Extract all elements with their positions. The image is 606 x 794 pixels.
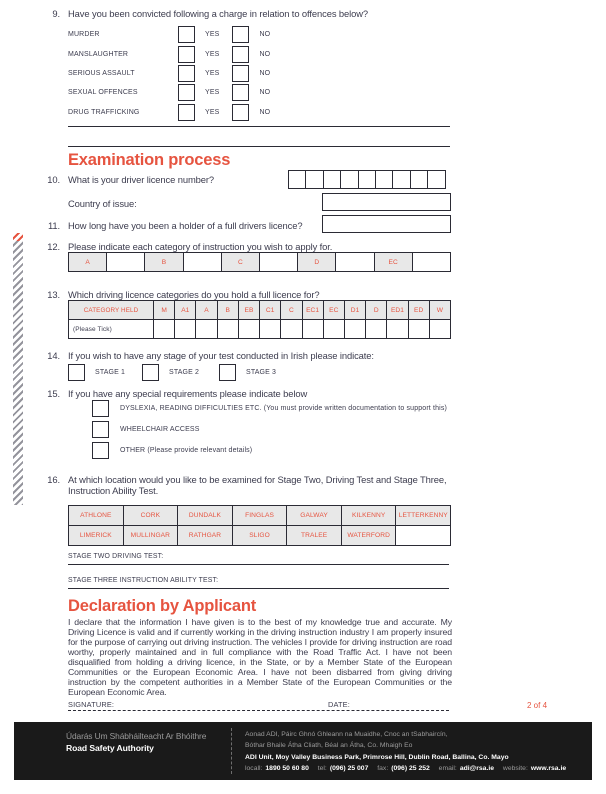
offence-label: SERIOUS ASSAULT [68, 69, 135, 77]
category-tick-cell-d[interactable] [335, 253, 373, 271]
declaration-text: I declare that the information I have given is to the best of my knowledge true and accurate. My Driving Licence is valid and if currently working in the driving instruction industry I am properly insured for the purpose of carrying out driving instruction. The vehicles I provide for driving instruction are road worthy, properly maintained and in full compliance with the Road Traffic Act. I have not been disqualified from holding a driving licence, in the State, or by a Member State of the European Communities or the European Economic Area. I have not been disbarred from giving driving instruction by the competent authorities in a Member State of the European Communities or the European Economic Area. [68, 617, 452, 697]
question-14 [47, 350, 488, 361]
question-text: Which driving licence categories do you hold a full licence for? [68, 289, 320, 300]
no-checkbox[interactable] [232, 26, 249, 43]
yes-label: YES [205, 108, 220, 116]
question-text-line2: Instruction Ability Test. [68, 485, 159, 496]
offence-rows [68, 25, 368, 122]
dyslexia-label: DYSLEXIA, READING DIFFICULTIES ETC. (You must provide written documentation to support this) [120, 405, 447, 412]
section-divider [68, 126, 450, 127]
licence-digit-cell[interactable] [392, 171, 409, 188]
category-label-ec: EC [374, 253, 412, 271]
website-label: website: [502, 765, 528, 773]
location-cork[interactable]: CORK [123, 506, 178, 525]
offence-label: MURDER [68, 31, 100, 39]
tick-cell-c[interactable] [280, 320, 301, 338]
no-label: NO [259, 50, 271, 58]
tel-label: tel: [317, 765, 327, 773]
licence-digit-cell[interactable] [289, 171, 305, 188]
no-label: NO [259, 89, 271, 97]
location-letterkenny[interactable]: LETTERKENNY [395, 506, 450, 525]
signature-date-line[interactable] [68, 710, 449, 711]
no-checkbox[interactable] [232, 65, 249, 82]
offence-row-manslaughter [68, 44, 368, 63]
tick-cell-d[interactable] [365, 320, 386, 338]
question-text: If you wish to have any stage of your test conducted in Irish please indicate: [68, 350, 374, 361]
cat-m: M [153, 301, 174, 319]
stage-three-test-line[interactable] [68, 588, 449, 589]
question-number: 16. [47, 474, 60, 485]
question-number: 13. [47, 289, 60, 300]
category-held-label: CATEGORY HELD [69, 301, 153, 319]
licence-digit-cell[interactable] [358, 171, 375, 188]
stage1-label: STAGE 1 [95, 369, 126, 376]
question-number: 11. [47, 220, 60, 231]
question-text: Have you been convicted following a charge in relation to offences below? [68, 8, 369, 19]
instruction-category-row [69, 253, 450, 271]
dyslexia-checkbox[interactable] [92, 400, 109, 417]
category-tick-cell-c[interactable] [259, 253, 297, 271]
location-kilkenny[interactable]: KILKENNY [341, 506, 396, 525]
location-limerick[interactable]: LIMERICK [69, 526, 123, 545]
question-number: 14. [47, 350, 60, 361]
question-9 [52, 8, 488, 19]
licence-digit-cell[interactable] [305, 171, 322, 188]
cat-w: W [429, 301, 450, 319]
offence-row-sexual-offences [68, 83, 368, 102]
locall-label: locall: [245, 765, 263, 773]
location-galway[interactable]: GALWAY [286, 506, 341, 525]
offence-row-serious-assault [68, 64, 368, 83]
licence-duration-field[interactable] [322, 215, 451, 233]
licence-digit-cell[interactable] [323, 171, 340, 188]
yes-label: YES [205, 89, 220, 97]
question-text-line1: At which location would you like to be examined for Stage Two, Driving Test and Stage Three, [68, 474, 447, 485]
licence-digit-cell[interactable] [410, 171, 427, 188]
question-number: 10. [47, 174, 60, 185]
footer-address-block [245, 729, 573, 775]
contact-line [245, 763, 573, 774]
question-text: If you have any special requirements please indicate below [68, 388, 308, 399]
location-row-1 [69, 506, 450, 525]
email-label: email: [438, 765, 457, 773]
signature-label: SIGNATURE: [68, 700, 115, 709]
hatch-accent-cap [13, 233, 23, 241]
address-irish-line1: Aonad ADI, Páirc Ghnó Ghleann na Muaidhe, Cnoc an tSabhaircín, [245, 731, 448, 738]
cat-d: D [365, 301, 386, 319]
question-text: Please indicate each category of instruction you wish to apply for. [68, 241, 333, 252]
tick-cell-ec[interactable] [323, 320, 344, 338]
offence-row-drug-trafficking [68, 103, 368, 122]
cat-ec1: EC1 [302, 301, 323, 319]
email-value: adi@rsa.ie [459, 765, 495, 773]
question-12 [47, 241, 468, 252]
offence-label: SEXUAL OFFENCES [68, 89, 138, 97]
tick-cell-w[interactable] [429, 320, 450, 338]
stage-two-test-label: STAGE TWO DRIVING TEST: [68, 553, 164, 560]
tick-cell-a[interactable] [195, 320, 216, 338]
yes-label: YES [205, 69, 220, 77]
offence-label: MANSLAUGHTER [68, 50, 129, 58]
stage-three-test-label: STAGE THREE INSTRUCTION ABILITY TEST: [68, 577, 219, 584]
tick-cell-ec1[interactable] [302, 320, 323, 338]
instruction-category-table [68, 252, 451, 272]
no-label: NO [259, 69, 271, 77]
question-15 [47, 388, 488, 399]
wheelchair-label: WHEELCHAIR ACCESS [120, 426, 200, 433]
stage3-checkbox[interactable] [219, 364, 236, 381]
cat-c1: C1 [259, 301, 280, 319]
licence-digit-cell[interactable] [340, 171, 357, 188]
org-name-irish: Údarás Um Shábháilteacht Ar Bhóithre [66, 731, 207, 741]
country-of-issue-label: Country of issue: [68, 198, 137, 209]
exam-location-table [68, 505, 451, 546]
wheelchair-checkbox[interactable] [92, 421, 109, 438]
question-16 [47, 474, 498, 496]
yes-checkbox[interactable] [178, 26, 195, 43]
licence-digit-cell[interactable] [375, 171, 392, 188]
cat-a: A [195, 301, 216, 319]
cat-d1: D1 [344, 301, 365, 319]
category-held-table [68, 300, 451, 339]
no-label: NO [259, 31, 271, 39]
yes-checkbox[interactable] [178, 46, 195, 63]
fax-value: (096) 25 252 [391, 765, 430, 773]
location-row-2 [69, 525, 450, 545]
section-title-declaration: Declaration by Applicant [68, 597, 257, 615]
locall-value: 1890 50 60 80 [265, 765, 309, 773]
location-rathgar[interactable]: RATHGAR [177, 526, 232, 545]
category-label-c: C [221, 253, 259, 271]
yes-checkbox[interactable] [178, 65, 195, 82]
question-text: What is your driver licence number? [68, 174, 215, 185]
irish-stage-options [68, 364, 276, 381]
tick-cell-eb[interactable] [238, 320, 259, 338]
special-req-dyslexia [92, 400, 447, 417]
question-text: How long have you been a holder of a full drivers licence? [68, 220, 303, 231]
page-number: 2 of 4 [527, 701, 548, 710]
address-english: ADI Unit, Moy Valley Business Park, Primrose Hill, Dublin Road, Ballina, Co. Mayo [245, 753, 509, 761]
stage1-checkbox[interactable] [68, 364, 85, 381]
yes-checkbox[interactable] [178, 104, 195, 121]
section-divider [68, 146, 450, 147]
cat-b: B [217, 301, 238, 319]
category-tick-cell-a[interactable] [106, 253, 144, 271]
tel-value: (096) 25 007 [329, 765, 369, 773]
special-req-other [92, 442, 252, 459]
licence-digit-cell[interactable] [427, 171, 444, 188]
cat-ed1: ED1 [386, 301, 407, 319]
org-name-english: Road Safety Authority [66, 743, 154, 753]
no-checkbox[interactable] [232, 46, 249, 63]
no-checkbox[interactable] [232, 84, 249, 101]
country-of-issue-field[interactable] [322, 193, 451, 211]
location-waterford[interactable]: WATERFORD [341, 526, 396, 545]
question-number: 9. [52, 8, 60, 19]
category-tick-cell-ec[interactable] [412, 253, 450, 271]
other-label: OTHER (Please provide relevant details) [120, 447, 253, 454]
yes-checkbox[interactable] [178, 84, 195, 101]
cat-c: C [280, 301, 301, 319]
location-dundalk[interactable]: DUNDALK [177, 506, 232, 525]
please-tick-label: (Please Tick) [73, 325, 112, 333]
location-sligo[interactable]: SLIGO [232, 526, 287, 545]
category-label-b: B [144, 253, 182, 271]
stage2-checkbox[interactable] [142, 364, 159, 381]
stage-two-test-line[interactable] [68, 564, 449, 565]
category-held-header-row [69, 301, 450, 319]
stage2-label: STAGE 2 [169, 369, 200, 376]
section-title-examination: Examination process [68, 151, 231, 169]
footer-divider [231, 728, 232, 774]
cat-ed: ED [408, 301, 429, 319]
website-value: www.rsa.ie [530, 765, 567, 773]
location-empty-cell [395, 526, 450, 545]
offence-label: DRUG TRAFFICKING [68, 108, 140, 116]
fax-label: fax: [377, 765, 389, 773]
yes-label: YES [205, 50, 220, 58]
other-checkbox[interactable] [92, 442, 109, 459]
tick-cell-a1[interactable] [174, 320, 195, 338]
no-label: NO [259, 108, 271, 116]
tick-cell-ed1[interactable] [386, 320, 407, 338]
cat-eb: EB [238, 301, 259, 319]
licence-number-grid[interactable] [288, 170, 446, 189]
hatch-decoration [13, 233, 23, 505]
location-tralee[interactable]: TRALEE [286, 526, 341, 545]
tick-cell-m[interactable] [153, 320, 174, 338]
no-checkbox[interactable] [232, 104, 249, 121]
location-finglas[interactable]: FINGLAS [232, 506, 287, 525]
question-number: 12. [47, 241, 60, 252]
cat-ec: EC [323, 301, 344, 319]
category-held-tick-row [69, 319, 450, 338]
stage3-label: STAGE 3 [246, 369, 277, 376]
footer-bar [14, 722, 592, 780]
tick-cell-ed[interactable] [408, 320, 429, 338]
location-athlone[interactable]: ATHLONE [69, 506, 123, 525]
question-number: 15. [47, 388, 60, 399]
date-label: DATE: [328, 700, 350, 709]
category-tick-cell-b[interactable] [183, 253, 221, 271]
question-10 [47, 174, 298, 185]
yes-label: YES [205, 31, 220, 39]
category-label-a: A [69, 253, 106, 271]
cat-a1: A1 [174, 301, 195, 319]
location-mullingar[interactable]: MULLINGAR [123, 526, 178, 545]
offence-row-murder [68, 25, 368, 44]
tick-cell-c1[interactable] [259, 320, 280, 338]
question-13 [47, 289, 468, 300]
special-req-wheelchair [92, 421, 200, 438]
address-irish-line2: Bóthar Bhaile Átha Cliath, Béal an Átha, Co. Mhaigh Eo [245, 742, 413, 750]
tick-cell-b[interactable] [217, 320, 238, 338]
category-label-d: D [297, 253, 335, 271]
tick-cell-d1[interactable] [344, 320, 365, 338]
